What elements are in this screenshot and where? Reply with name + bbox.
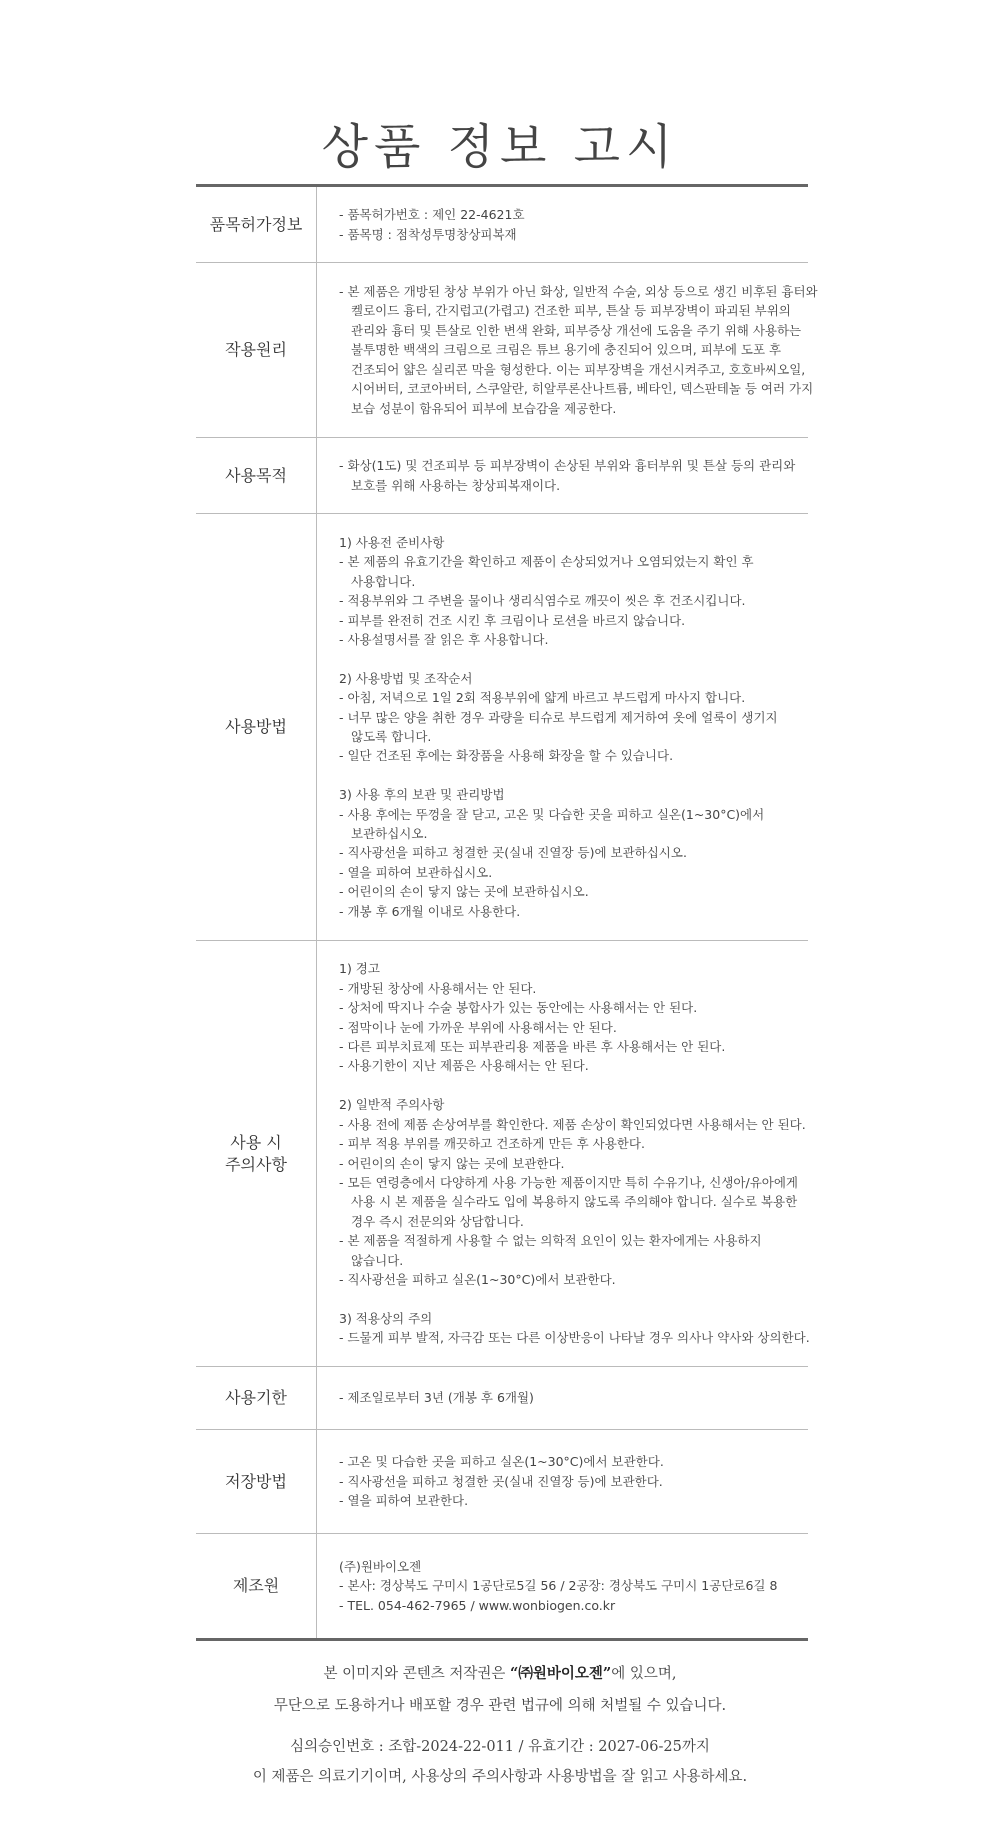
row-usage — [196, 514, 808, 941]
row-mechanism — [196, 263, 818, 438]
content-line: 1) 사용전 준비사항 — [339, 534, 445, 550]
row-label: 작용원리 — [196, 263, 317, 437]
spacer — [339, 1289, 810, 1308]
content-line: - 본 제품을 적절하게 사용할 수 없는 의학적 요인이 있는 환자에게는 사용하지 — [339, 1233, 762, 1249]
content-line: 보호를 위해 사용하는 창상피복재이다. — [351, 477, 561, 493]
content-line: - 제조일로부터 3년 (개봉 후 6개월) — [339, 1390, 534, 1406]
spacer — [339, 649, 808, 668]
content-line: 건조되어 얇은 실리콘 막을 형성한다. 이는 피부장벽을 개선시켜주고, 호호바씨오일, — [351, 361, 806, 377]
content-line: - 일단 건조된 후에는 화장품을 사용해 화장을 할 수 있습니다. — [339, 748, 674, 764]
row-content — [317, 941, 810, 1366]
row-content — [317, 1367, 808, 1429]
row-content — [317, 187, 808, 262]
content-line: - 드물게 피부 발적, 자극감 또는 다른 이상반응이 나타날 경우 의사나 약사와 상의한다. — [339, 1330, 810, 1346]
row-content — [317, 1430, 808, 1533]
content-line: - 사용기한이 지난 제품은 사용해서는 안 된다. — [339, 1058, 589, 1074]
content-line: 불투명한 백색의 크림으로 크림은 튜브 용기에 충진되어 있으며, 피부에 도포 후 — [351, 342, 782, 358]
content-line: - 본 제품의 유효기간을 확인하고 제품이 손상되었거나 오염되었는지 확인 후 — [339, 554, 754, 570]
content-line: - 고온 및 다습한 곳을 피하고 실온(1~30°C)에서 보관한다. — [339, 1454, 664, 1470]
row-license-info — [196, 187, 808, 263]
content-line: - 본 제품은 개방된 창상 부위가 아닌 화상, 일반적 수술, 외상 등으로 생긴 비후된 흉터와 — [339, 284, 818, 300]
content-line: 사용합니다. — [351, 573, 416, 589]
row-label: 사용기한 — [196, 1367, 317, 1429]
content-line: 않습니다. — [351, 1252, 404, 1268]
row-content — [317, 263, 818, 437]
content-line: - 품목허가번호 : 제인 22-4621호 — [339, 207, 525, 223]
row-label: 사용방법 — [196, 514, 317, 940]
content-line: - 피부 적용 부위를 깨끗하고 건조하게 만든 후 사용한다. — [339, 1136, 645, 1152]
row-label: 사용목적 — [196, 438, 317, 513]
content-line: 보관하십시오. — [351, 826, 428, 842]
content-line: - 모든 연령층에서 다양하게 사용 가능한 제품이지만 특히 수유기나, 신생아/유아에게 — [339, 1174, 799, 1190]
row-precautions — [196, 941, 808, 1367]
content-line: - 상처에 딱지나 수술 봉합사가 있는 동안에는 사용해서는 안 된다. — [339, 1000, 698, 1016]
content-line: - 직사광선을 피하고 실온(1~30°C)에서 보관한다. — [339, 1271, 616, 1287]
content-line: - 화상(1도) 및 건조피부 등 피부장벽이 손상된 부위와 흉터부위 및 튼살 등의 관리와 — [339, 458, 796, 474]
row-label: 품목허가정보 — [196, 187, 317, 262]
row-purpose — [196, 438, 808, 514]
content-line: - 어린이의 손이 닿지 않는 곳에 보관하십시오. — [339, 884, 589, 900]
row-label: 제조원 — [196, 1534, 317, 1638]
row-content — [317, 514, 808, 940]
row-label: 사용 시 주의사항 — [196, 941, 317, 1366]
spacer — [339, 766, 808, 785]
content-line: - 열을 피하여 보관한다. — [339, 1493, 469, 1509]
copyright-company: “㈜원바이오젠” — [510, 1665, 612, 1682]
content-line: 보습 성분이 함유되어 피부에 보습감을 제공한다. — [351, 400, 617, 416]
content-line: - 피부를 완전히 건조 시킨 후 크림이나 로션을 바르지 않습니다. — [339, 612, 686, 628]
content-line: - 적용부위와 그 주변을 물이나 생리식염수로 깨끗이 씻은 후 건조시킵니다. — [339, 593, 746, 609]
spacer — [339, 1076, 810, 1095]
row-manufacturer — [196, 1534, 808, 1638]
content-line: 3) 사용 후의 보관 및 관리방법 — [339, 787, 505, 803]
content-line: 시어버터, 코코아버터, 스쿠알란, 히알루론산나트륨, 베타인, 덱스판테놀 등 여러 가지 — [351, 381, 814, 397]
content-line: - 직사광선을 피하고 청결한 곳(실내 진열장 등)에 보관하십시오. — [339, 845, 687, 861]
content-line: 관리와 흉터 및 튼살로 인한 변색 완화, 피부증상 개선에 도움을 주기 위해 사용하는 — [351, 322, 802, 338]
content-line: (주)원바이오젠 — [339, 1558, 422, 1574]
content-line: 2) 일반적 주의사항 — [339, 1097, 445, 1113]
product-info-table — [196, 184, 818, 1641]
content-line: - 열을 피하여 보관하십시오. — [339, 864, 493, 880]
row-content — [317, 1534, 808, 1638]
content-line: - 사용 후에는 뚜껑을 잘 닫고, 고온 및 다습한 곳을 피하고 실온(1~30°C)에서 — [339, 806, 765, 822]
copyright-text-post: 에 있으며, — [611, 1666, 677, 1682]
approval-number: 심의승인번호 : 조합-2024-22-011 / 유효기간 : 2027-06-25까지 — [290, 1739, 710, 1755]
content-line: - 개방된 창상에 사용해서는 안 된다. — [339, 980, 537, 996]
content-line: - 본사: 경상북도 구미시 1공단로5길 56 / 2공장: 경상북도 구미시 1공단로6길 8 — [339, 1578, 778, 1594]
page-title: 상품 정보 고시 — [321, 119, 679, 175]
content-line: - 개봉 후 6개월 이내로 사용한다. — [339, 903, 521, 919]
content-line: - TEL. 054-462-7965 / www.wonbiogen.co.kr — [339, 1597, 616, 1613]
content-line: 않도록 합니다. — [351, 729, 432, 744]
content-line: - 너무 많은 양을 취한 경우 과량을 티슈로 부드럽게 제거하여 옷에 얼룩이 생기지 — [339, 709, 778, 725]
row-content — [317, 438, 808, 513]
content-line: - 다른 피부치료제 또는 피부관리용 제품을 바른 후 사용해서는 안 된다. — [339, 1039, 726, 1055]
content-line: 2) 사용방법 및 조작순서 — [339, 670, 473, 686]
content-line: - 점막이나 눈에 가까운 부위에 사용해서는 안 된다. — [339, 1019, 617, 1035]
content-line: 경우 즉시 전문의와 상담합니다. — [351, 1213, 524, 1229]
row-label: 저장방법 — [196, 1430, 317, 1533]
content-line: - 직사광선을 피하고 청결한 곳(실내 진열장 등)에 보관한다. — [339, 1473, 663, 1489]
content-line: 3) 적용상의 주의 — [339, 1310, 433, 1326]
row-expiry — [196, 1367, 808, 1430]
content-line: - 사용 전에 제품 손상여부를 확인한다. 제품 손상이 확인되었다면 사용해서는 안 된다. — [339, 1116, 806, 1132]
copyright-warning: 무단으로 도용하거나 배포할 경우 관련 법규에 의해 처벌될 수 있습니다. — [273, 1698, 727, 1714]
medical-device-notice: 이 제품은 의료기기이며, 사용상의 주의사항과 사용방법을 잘 읽고 사용하세요. — [252, 1769, 748, 1785]
content-line: - 어린이의 손이 닿지 않는 곳에 보관한다. — [339, 1155, 565, 1171]
content-line: 켈로이드 흉터, 간지럽고(가렵고) 건조한 피부, 튼살 등 피부장벽이 파괴된 부위의 — [351, 303, 791, 319]
content-line: - 품목명 : 점착성투명창상피복재 — [339, 226, 517, 242]
content-line: 1) 경고 — [339, 961, 380, 977]
content-line: 사용 시 본 제품을 실수라도 입에 복용하지 않도록 주의해야 합니다. 실수로 복용한 — [351, 1194, 798, 1210]
copyright-text-pre: 본 이미지와 콘텐츠 저작권은 — [323, 1666, 511, 1682]
row-storage — [196, 1430, 808, 1534]
content-line: - 아침, 저녁으로 1일 2회 적용부위에 얇게 바르고 부드럽게 마사지 합니다. — [339, 690, 746, 706]
content-line: - 사용설명서를 잘 읽은 후 사용합니다. — [339, 631, 549, 647]
copyright-notice — [0, 1662, 1000, 1718]
